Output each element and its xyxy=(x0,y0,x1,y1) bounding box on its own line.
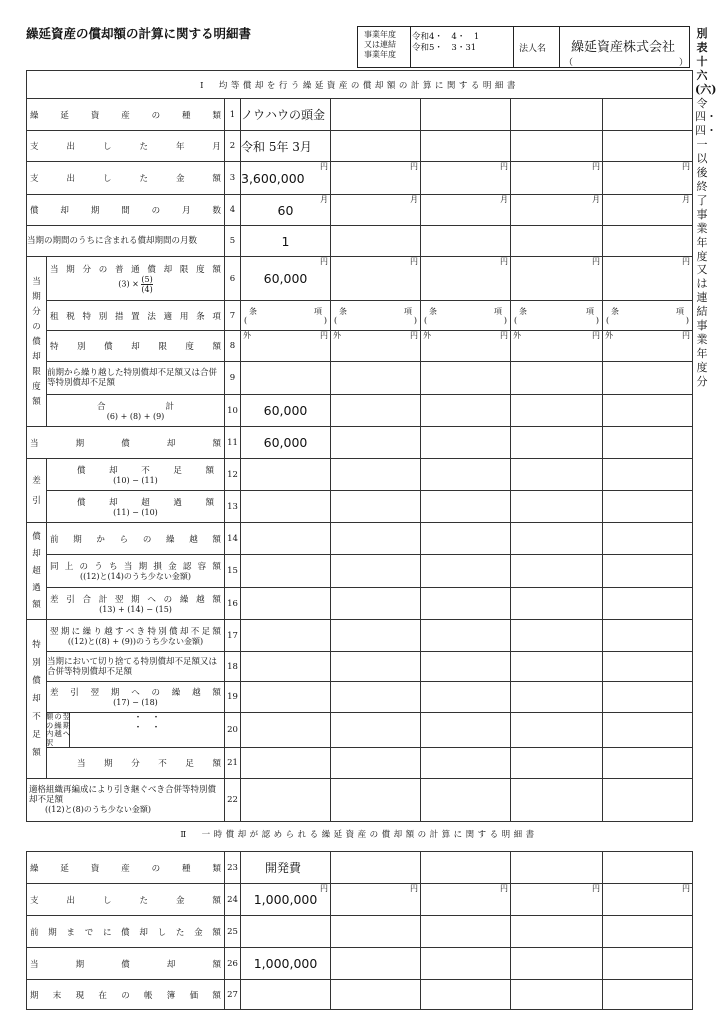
value-cell[interactable] xyxy=(511,555,603,588)
corp-name: 繰延資産株式会社 xyxy=(571,40,676,55)
row-number: 9 xyxy=(225,362,241,395)
row-number: 4 xyxy=(225,195,241,226)
value-cell[interactable] xyxy=(421,682,511,713)
value-cell[interactable] xyxy=(331,682,421,713)
value-cell[interactable] xyxy=(511,226,603,257)
value-cell[interactable] xyxy=(603,779,693,822)
row-number: 18 xyxy=(225,652,241,682)
corp-label: 法人名 xyxy=(519,44,547,54)
row-label: 当期の期間のうちに含まれる償却期間の月数 xyxy=(27,226,225,257)
divider xyxy=(513,27,514,67)
value-cell[interactable]: 月 xyxy=(511,195,603,226)
row-label: 当 期 償 却 額 xyxy=(30,438,221,449)
value-cell[interactable] xyxy=(603,427,693,459)
value-cell[interactable] xyxy=(331,99,421,131)
header-box xyxy=(357,26,690,68)
expenditure-amount[interactable]: 円 3,600,000 xyxy=(241,162,331,195)
special-limit-cell[interactable]: 外 円 xyxy=(331,331,421,362)
row-label: 前 期 ま で に 償 却 し た 金 額 xyxy=(30,927,221,938)
table-row xyxy=(27,916,693,948)
value-cell[interactable] xyxy=(603,588,693,620)
table-row xyxy=(27,331,693,362)
value-cell[interactable]: 円 xyxy=(511,162,603,195)
value-cell[interactable] xyxy=(331,948,421,980)
value-cell[interactable] xyxy=(511,362,603,395)
special-provision-cell[interactable]: 条 項 ( ) xyxy=(603,301,693,331)
row-number: 6 xyxy=(225,257,241,301)
row-number: 20 xyxy=(225,713,241,748)
value-cell[interactable] xyxy=(511,713,603,748)
value-cell[interactable] xyxy=(331,555,421,588)
value-cell[interactable] xyxy=(331,395,421,427)
value-cell[interactable] xyxy=(331,980,421,1010)
row-label: 繰 延 資 産 の 種 類 xyxy=(30,863,221,874)
value-cell[interactable]: 円 xyxy=(421,162,511,195)
row-number: 26 xyxy=(225,948,241,980)
special-limit-cell[interactable]: 外 円 xyxy=(511,331,603,362)
row-number: 2 xyxy=(225,131,241,162)
row-number: 12 xyxy=(225,459,241,491)
section2-table xyxy=(26,851,693,1010)
special-provision-cell[interactable]: 条 項 ( ) xyxy=(421,301,511,331)
value-cell[interactable] xyxy=(421,523,511,555)
value-cell[interactable] xyxy=(603,682,693,713)
row-number: 10 xyxy=(225,395,241,427)
row-number: 22 xyxy=(225,779,241,822)
value-cell[interactable] xyxy=(511,748,603,779)
row-label: 償 却 不 足 額 (10) − (11) xyxy=(47,459,225,491)
value-cell[interactable] xyxy=(421,362,511,395)
table-row xyxy=(27,948,693,980)
deferred-asset-type-2[interactable]: 開発費 xyxy=(241,852,331,884)
table-row xyxy=(27,852,693,884)
value-cell[interactable] xyxy=(511,620,603,652)
applicable-period-note: 令四・四・一以後終了事業年度又は連結事業年度分 xyxy=(695,96,717,388)
side-note xyxy=(695,27,717,389)
value-cell[interactable] xyxy=(603,620,693,652)
value-cell[interactable] xyxy=(421,131,511,162)
value-cell[interactable] xyxy=(331,427,421,459)
table-row xyxy=(27,459,693,491)
table-row xyxy=(27,652,693,682)
table-row xyxy=(27,226,693,257)
value-cell[interactable] xyxy=(603,131,693,162)
value-cell[interactable] xyxy=(511,99,603,131)
table-row xyxy=(27,162,693,195)
value-cell[interactable]: 月 xyxy=(603,195,693,226)
total-limit[interactable]: 60,000 xyxy=(241,395,331,427)
value-cell[interactable] xyxy=(331,491,421,523)
row-number: 23 xyxy=(225,852,241,884)
value-cell[interactable] xyxy=(511,948,603,980)
value-cell[interactable]: 円 xyxy=(511,257,603,301)
value-cell[interactable] xyxy=(331,748,421,779)
special-provision-cell[interactable]: 条 項 ( ) xyxy=(241,301,331,331)
table-row xyxy=(27,362,693,395)
value-cell[interactable] xyxy=(241,491,331,523)
value-cell[interactable] xyxy=(241,459,331,491)
row-label: 翌 期 に 繰 り 越 す べ き 特 別 償 却 不 足 額 ((12)と((8) + (9))のうち少ない金額) xyxy=(47,620,225,652)
value-cell[interactable] xyxy=(603,916,693,948)
value-cell[interactable] xyxy=(241,588,331,620)
row-number: 25 xyxy=(225,916,241,948)
value-cell[interactable]: 円 xyxy=(511,884,603,916)
value-cell[interactable]: 月 xyxy=(421,195,511,226)
value-cell[interactable] xyxy=(241,362,331,395)
table-row xyxy=(27,555,693,588)
value-cell[interactable] xyxy=(421,652,511,682)
document-title: 繰延資産の償却額の計算に関する明細書 xyxy=(26,26,252,41)
corp-paren-open: （ xyxy=(564,58,574,68)
deferred-asset-type[interactable]: ノウハウの頭金 xyxy=(241,99,331,131)
row-number: 24 xyxy=(225,884,241,916)
value-cell[interactable]: 円 xyxy=(603,257,693,301)
value-cell[interactable] xyxy=(421,491,511,523)
value-cell[interactable] xyxy=(421,427,511,459)
row-label: 翌 期 へ の 繰 越 額 の 内 訳 ・ ・ ・ ・ xyxy=(47,713,225,748)
table-row xyxy=(27,99,693,131)
value-cell[interactable] xyxy=(421,948,511,980)
row-number: 7 xyxy=(225,301,241,331)
value-cell[interactable] xyxy=(421,916,511,948)
row-label: 支 出 し た 金 額 xyxy=(30,174,221,184)
group-label-difference: 差 引 xyxy=(27,459,47,523)
value-cell[interactable] xyxy=(241,682,331,713)
value-cell[interactable] xyxy=(603,99,693,131)
row-number: 27 xyxy=(225,980,241,1010)
value-cell[interactable] xyxy=(241,713,331,748)
current-amortization[interactable]: 60,000 xyxy=(241,427,331,459)
months-in-period[interactable]: 1 xyxy=(241,226,331,257)
row-label: 期 末 現 在 の 帳 簿 価 額 xyxy=(30,990,221,1001)
value-cell[interactable] xyxy=(421,395,511,427)
value-cell[interactable] xyxy=(603,226,693,257)
table-row xyxy=(27,884,693,916)
row-label: 当 期 分 の 普 通 償 却 限 度 額 (3) × $\frac{(5)}{(4)}$ xyxy=(47,257,225,301)
value-cell[interactable] xyxy=(331,362,421,395)
value-cell[interactable] xyxy=(511,395,603,427)
value-cell[interactable] xyxy=(511,980,603,1010)
row-label: 繰 延 資 産 の 種 類 xyxy=(30,110,221,121)
row-label: 支 出 し た 金 額 xyxy=(30,895,221,906)
value-cell[interactable] xyxy=(331,588,421,620)
table-row xyxy=(27,491,693,523)
row-label: 同 上 の う ち 当 期 損 金 認 容 額 ((12)と(14)のうち少ない金額) xyxy=(47,555,225,588)
value-cell[interactable] xyxy=(331,459,421,491)
value-cell[interactable] xyxy=(511,916,603,948)
table-row xyxy=(27,195,693,226)
value-cell[interactable] xyxy=(241,652,331,682)
row-label: 前 期 か ら の 繰 越 額 xyxy=(50,534,221,545)
value-cell[interactable]: 円 xyxy=(331,884,421,916)
value-cell[interactable] xyxy=(603,980,693,1010)
value-cell[interactable] xyxy=(421,99,511,131)
value-cell[interactable] xyxy=(511,523,603,555)
value-cell[interactable] xyxy=(421,852,511,884)
value-cell[interactable]: 円 xyxy=(331,162,421,195)
fiscal-year-label: 事業年度 又は連結 事業年度 xyxy=(364,30,396,59)
row-label: 支 出 し た 年 月 xyxy=(30,142,221,152)
value-cell[interactable]: 円 xyxy=(331,257,421,301)
row-label: 当期において切り捨てる特別償却不足額又は合併等特別償却不足額 xyxy=(47,652,225,682)
value-cell[interactable] xyxy=(331,226,421,257)
row-number: 8 xyxy=(225,331,241,362)
value-cell[interactable] xyxy=(603,748,693,779)
table-row xyxy=(27,682,693,713)
group-label-excess: 償 却 超 過 額 xyxy=(27,523,47,620)
value-cell[interactable] xyxy=(421,620,511,652)
special-limit-cell[interactable]: 外 円 xyxy=(603,331,693,362)
value-cell[interactable] xyxy=(511,427,603,459)
value-cell[interactable] xyxy=(331,713,421,748)
row-number: 11 xyxy=(225,427,241,459)
value-cell[interactable] xyxy=(603,523,693,555)
value-cell[interactable] xyxy=(603,948,693,980)
value-cell[interactable]: 月 xyxy=(331,195,421,226)
value-cell[interactable] xyxy=(603,459,693,491)
value-cell[interactable] xyxy=(331,779,421,822)
table-row xyxy=(27,980,693,1010)
value-cell[interactable]: 円 xyxy=(603,162,693,195)
value-cell[interactable] xyxy=(421,226,511,257)
table-row xyxy=(27,588,693,620)
row-label: 前期から繰り越した特別償却不足額又は合併等特別償却不足額 xyxy=(47,362,225,395)
row-number: 16 xyxy=(225,588,241,620)
row-label: 当 期 分 不 足 額 xyxy=(47,748,225,779)
row-number: 17 xyxy=(225,620,241,652)
value-cell[interactable] xyxy=(421,588,511,620)
expenditure-amount-2[interactable]: 円 1,000,000 xyxy=(241,884,331,916)
row-label: 償 却 超 過 額 (11) − (10) xyxy=(47,491,225,523)
row-label: 合 計 (6) + (8) + (9) xyxy=(47,395,225,427)
table-row xyxy=(27,748,693,779)
value-cell[interactable] xyxy=(331,916,421,948)
row-number: 5 xyxy=(225,226,241,257)
row-label: 差 引 合 計 翌 期 へ の 繰 越 額 (13) + (14) − (15) xyxy=(47,588,225,620)
corp-paren-close: ） xyxy=(679,58,689,68)
table-row xyxy=(27,301,693,331)
value-cell[interactable] xyxy=(603,713,693,748)
value-cell[interactable] xyxy=(331,620,421,652)
row-label: 差 引 翌 期 へ の 繰 越 額 (17) − (18) xyxy=(47,682,225,713)
row-number: 14 xyxy=(225,523,241,555)
value-cell[interactable] xyxy=(511,459,603,491)
value-cell[interactable] xyxy=(511,852,603,884)
value-cell[interactable] xyxy=(241,620,331,652)
table-row xyxy=(27,257,693,301)
value-cell[interactable] xyxy=(331,852,421,884)
value-cell[interactable] xyxy=(421,779,511,822)
value-cell[interactable] xyxy=(603,395,693,427)
divider xyxy=(410,27,411,67)
value-cell[interactable] xyxy=(331,652,421,682)
value-cell[interactable] xyxy=(421,980,511,1010)
special-provision-cell[interactable]: 条 項 ( ) xyxy=(511,301,603,331)
group-label-special-shortfall: 特 別 償 却 不 足 額 xyxy=(27,620,47,779)
value-cell[interactable] xyxy=(511,491,603,523)
row-number: 19 xyxy=(225,682,241,713)
value-cell[interactable] xyxy=(241,916,331,948)
table-row xyxy=(27,131,693,162)
value-cell[interactable]: 円 xyxy=(421,257,511,301)
special-limit-cell[interactable]: 外 円 xyxy=(421,331,511,362)
value-cell[interactable] xyxy=(603,652,693,682)
value-cell[interactable]: 円 xyxy=(603,884,693,916)
table-row xyxy=(27,620,693,652)
row-number: 15 xyxy=(225,555,241,588)
value-cell[interactable] xyxy=(511,131,603,162)
value-cell[interactable] xyxy=(511,682,603,713)
row-number: 21 xyxy=(225,748,241,779)
table-row xyxy=(27,779,693,822)
row-label: 特 別 償 却 限 度 額 xyxy=(50,342,221,352)
form-number: 別表十六(六) xyxy=(695,27,717,96)
amortization-months[interactable]: 月 60 xyxy=(241,195,331,226)
ordinary-limit[interactable]: 円 60,000 xyxy=(241,257,331,301)
special-provision-cell[interactable]: 条 項 ( ) xyxy=(331,301,421,331)
table-row xyxy=(27,713,693,748)
current-amortization-2[interactable]: 1,000,000 xyxy=(241,948,331,980)
section1-table xyxy=(26,70,693,822)
value-cell[interactable] xyxy=(603,852,693,884)
value-cell[interactable] xyxy=(603,362,693,395)
row-label: 当 期 償 却 額 xyxy=(30,959,221,970)
value-cell[interactable] xyxy=(421,459,511,491)
divider xyxy=(559,27,560,67)
value-cell[interactable] xyxy=(511,588,603,620)
row-number: 13 xyxy=(225,491,241,523)
value-cell[interactable] xyxy=(421,748,511,779)
section1-title: Ⅰ 均等償却を行う繰延資産の償却額の計算に関する明細書 xyxy=(27,71,693,99)
row-number: 3 xyxy=(225,162,241,195)
value-cell[interactable] xyxy=(603,491,693,523)
special-limit-cell[interactable]: 外 円 xyxy=(241,331,331,362)
table-row xyxy=(27,395,693,427)
value-cell[interactable] xyxy=(331,131,421,162)
row-label: 租 税 特 別 措 置 法 適 用 条 項 xyxy=(50,311,221,322)
value-cell[interactable] xyxy=(241,748,331,779)
row-label: 適格組織再編成により引き継ぐべき合併等特別償却不足額 ((12)と(8)のうち少ない金額) xyxy=(27,779,225,822)
value-cell[interactable] xyxy=(241,980,331,1010)
fiscal-year-values: 令和4・ 4・ 1 令和5・ 3・31 xyxy=(412,32,480,53)
value-cell[interactable] xyxy=(331,523,421,555)
value-cell[interactable] xyxy=(603,555,693,588)
value-cell[interactable] xyxy=(421,713,511,748)
value-cell[interactable] xyxy=(511,779,603,822)
section2-title: Ⅱ 一時償却が認められる繰延資産の償却額の計算に関する明細書 xyxy=(180,830,538,840)
table-row xyxy=(27,427,693,459)
value-cell[interactable] xyxy=(241,555,331,588)
value-cell[interactable]: 円 xyxy=(421,884,511,916)
row-number: 1 xyxy=(225,99,241,131)
value-cell[interactable] xyxy=(511,652,603,682)
breakdown-label: 翌 期 へ の 繰 越 額 の 内 訳 xyxy=(45,712,71,747)
group-label-current-limit: 当 期 分 の 償 却 限 度 額 xyxy=(27,257,47,427)
table-row xyxy=(27,523,693,555)
value-cell[interactable] xyxy=(241,523,331,555)
row-label: 償 却 期 間 の 月 数 xyxy=(30,206,221,216)
value-cell[interactable] xyxy=(241,779,331,822)
value-cell[interactable] xyxy=(421,555,511,588)
expenditure-month[interactable]: 令和 5年 3月 xyxy=(241,131,331,162)
